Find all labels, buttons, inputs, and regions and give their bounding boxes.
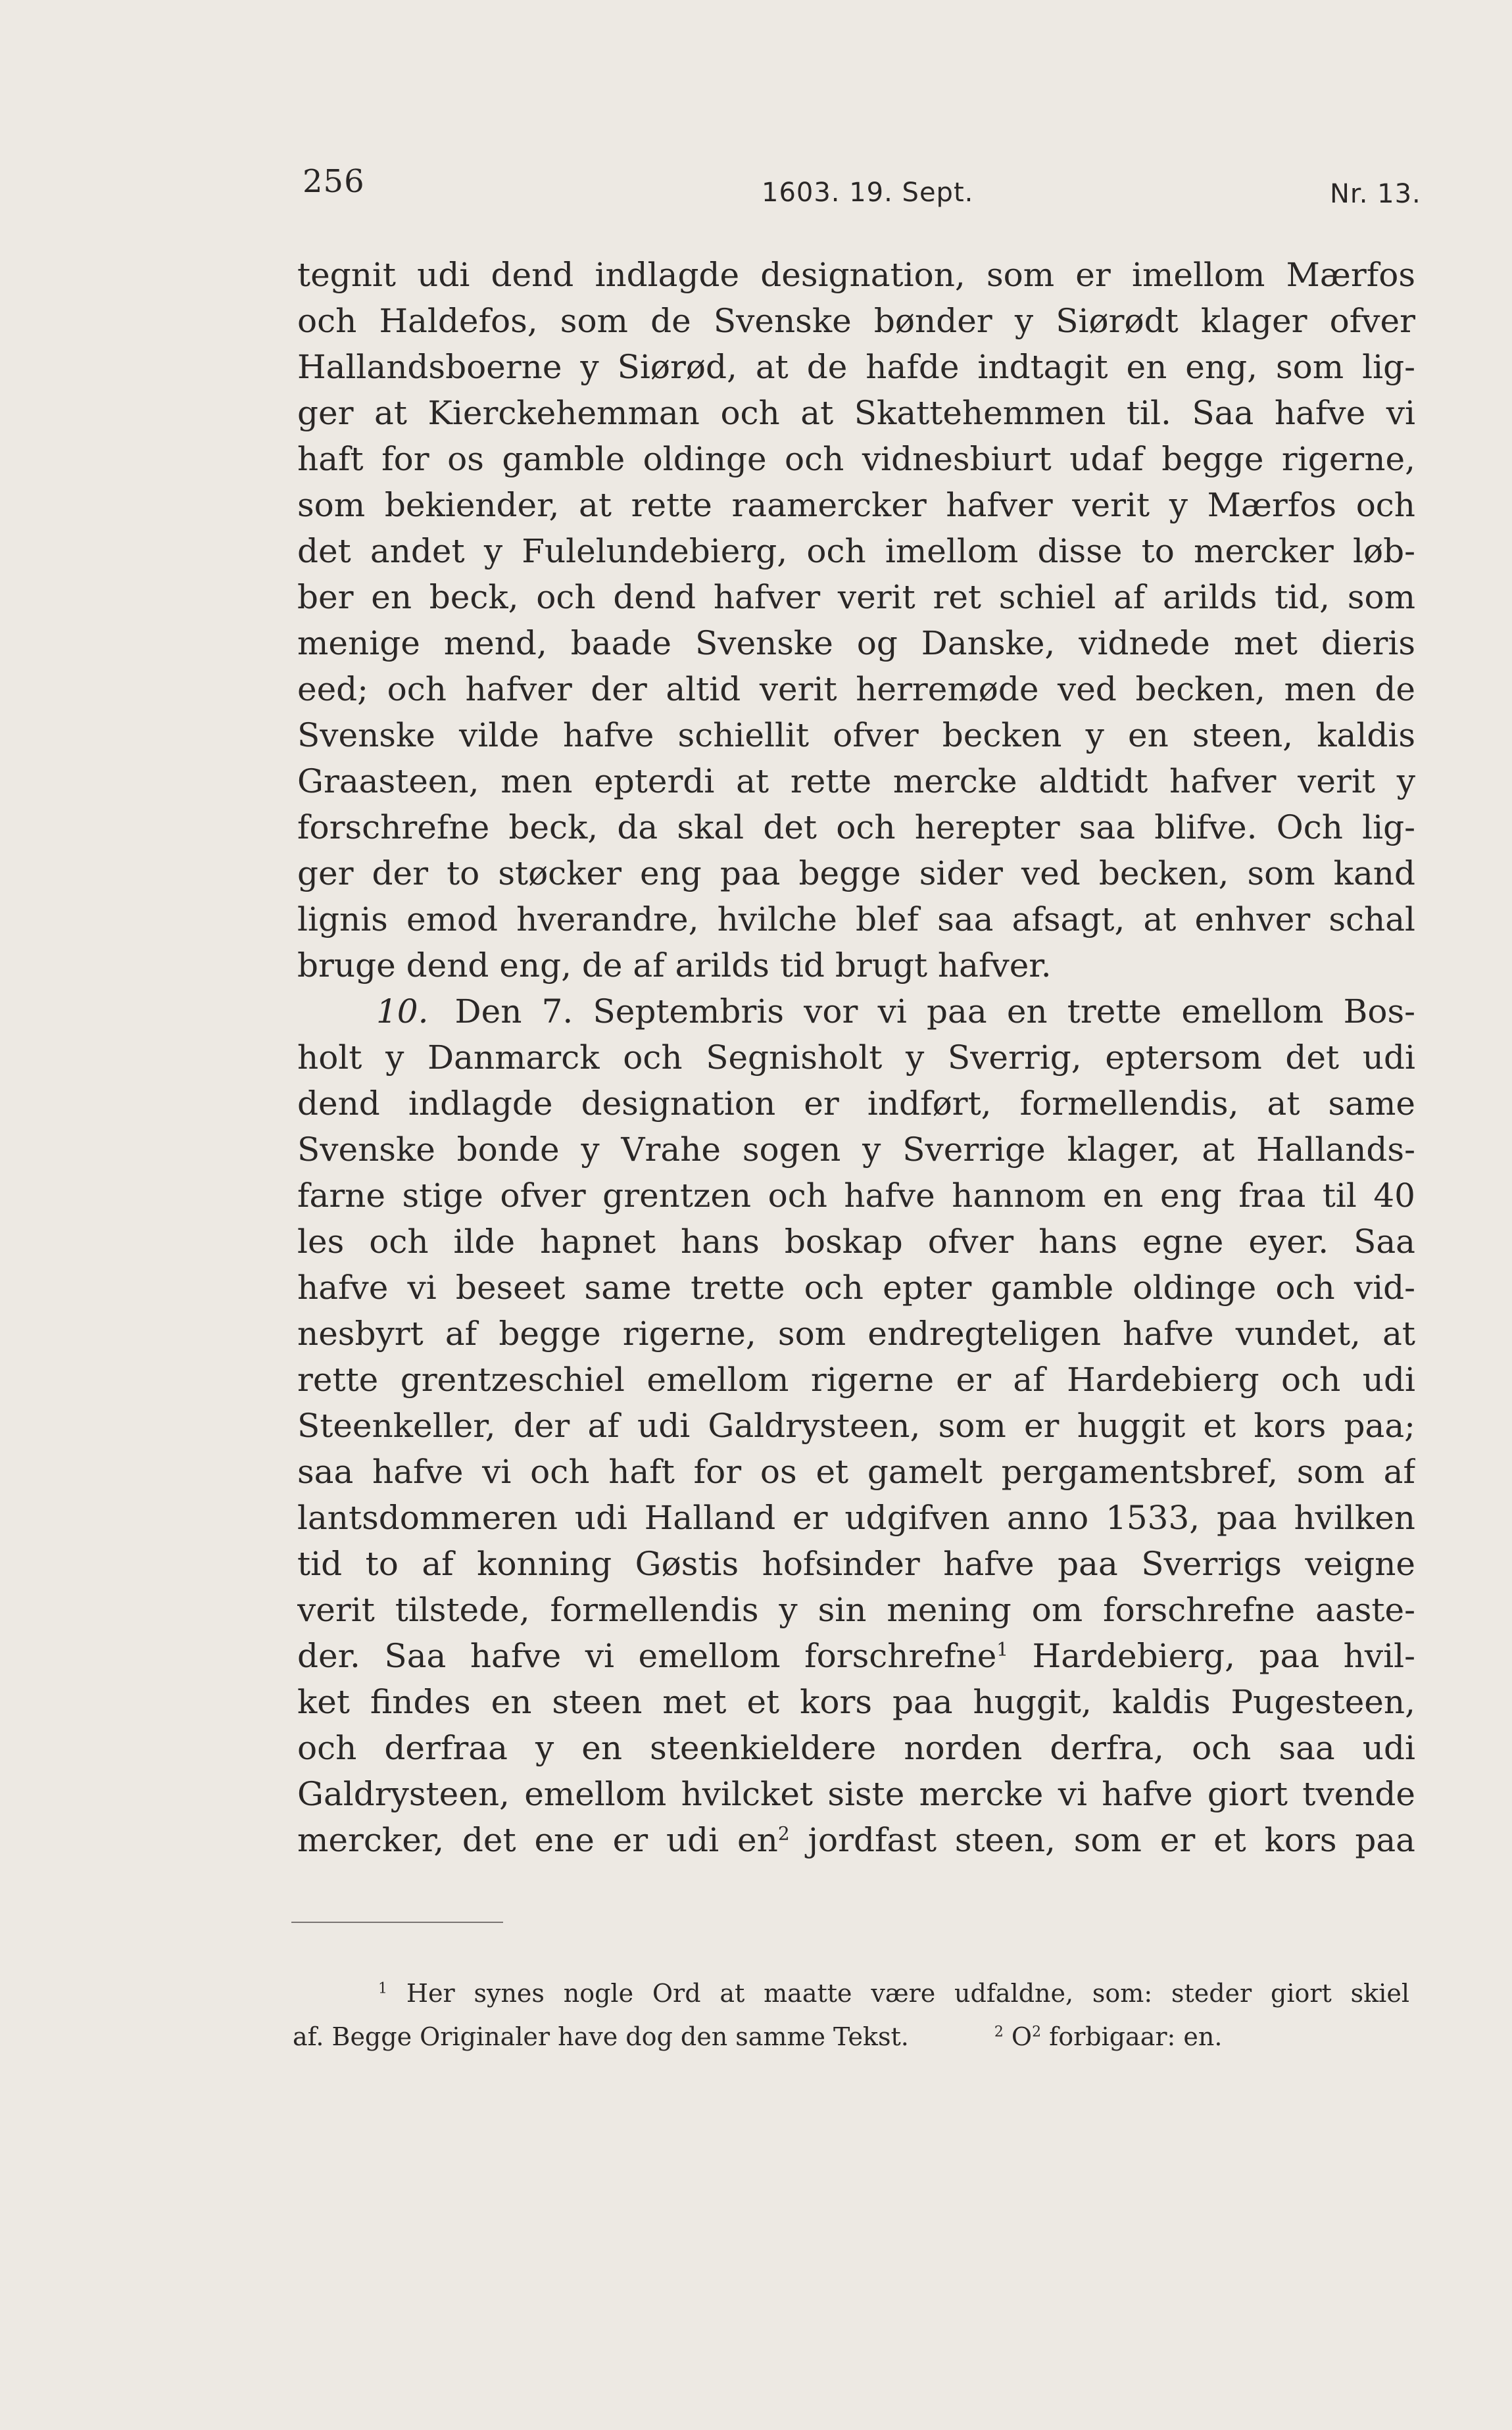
text-line: haft for os gamble oldinge och vidnesbiurt udaf begge rigerne, bbox=[297, 440, 1415, 478]
text-line: ger at Kierckehemman och at Skattehemmen til. Saa hafve vi bbox=[297, 394, 1415, 432]
text-line: och derfraa y en steenkieldere norden derfra, och saa udi bbox=[297, 1729, 1415, 1767]
text-line: rette grentzeschiel emellom rigerne er af Hardebierg och udi bbox=[297, 1361, 1415, 1399]
footnote-reference: 1 bbox=[996, 1638, 1009, 1661]
text-line: forschrefne beck, da skal det och herepter saa blifve. Och lig- bbox=[297, 808, 1415, 846]
text-line bbox=[297, 1817, 1415, 1863]
text-line-content: mercker, det ene er udi en bbox=[297, 1821, 778, 1859]
text-line: eed; och hafver der altid verit herremøde ved becken, men de bbox=[297, 670, 1415, 708]
text-line: och Haldefos, som de Svenske bønder y Siørødt klager ofver bbox=[297, 302, 1415, 340]
text-line: lignis emod hverandre, hvilche blef saa afsagt, at enhver schal bbox=[297, 900, 1415, 938]
text-line: les och ilde hapnet hans boskap ofver hans egne eyer. Saa bbox=[297, 1223, 1415, 1261]
text-line: bruge dend eng, de af arilds tid brugt hafver. bbox=[297, 946, 1052, 984]
text-line-content: Hardebierg, paa hvil- bbox=[1008, 1637, 1415, 1675]
text-line: verit tilstede, formellendis y sin mening om forschrefne aaste- bbox=[297, 1591, 1415, 1629]
footnotes bbox=[293, 1972, 1409, 2058]
text-line-content: der. Saa hafve vi emellom forschrefne bbox=[297, 1637, 997, 1675]
text-line: ket findes en steen met et kors paa huggit, kaldis Pugesteen, bbox=[297, 1683, 1415, 1721]
footnote-1 bbox=[293, 1972, 1409, 2015]
text-line-content: Den 7. Septembris vor vi paa en trette emellom Bos- bbox=[454, 992, 1415, 1031]
body-text bbox=[297, 252, 1415, 1863]
text-line: Graasteen, men epterdi at rette mercke aldtidt hafver verit y bbox=[297, 762, 1415, 800]
text-line bbox=[297, 988, 1415, 1034]
page-number: 256 bbox=[303, 163, 365, 200]
text-line: dend indlagde designation er indført, formellendis, at same bbox=[297, 1084, 1415, 1123]
text-line: saa hafve vi och haft for os et gamelt pergamentsbref, som af bbox=[297, 1453, 1415, 1491]
text-line: det andet y Fulelundebierg, och imellom disse to mercker løb- bbox=[297, 532, 1415, 570]
footnote-marker: 1 bbox=[378, 1980, 387, 1997]
footnote-text: O bbox=[1011, 2022, 1033, 2051]
text-line: hafve vi beseet same trette och epter gamble oldinge och vid- bbox=[297, 1269, 1415, 1307]
footnote-divider bbox=[291, 1922, 503, 1923]
text-line: Galdrysteen, emellom hvilcket siste mercke vi hafve giort tvende bbox=[297, 1775, 1415, 1813]
footnote-text: forbigaar: en. bbox=[1041, 2022, 1223, 2051]
text-line: Steenkeller, der af udi Galdrysteen, som er huggit et kors paa; bbox=[297, 1407, 1415, 1445]
text-line: menige mend, baade Svenske og Danske, vidnede met dieris bbox=[297, 624, 1415, 662]
paragraph-continued bbox=[297, 252, 1415, 988]
footnote-2 bbox=[994, 2022, 1223, 2051]
footnote-superscript: 2 bbox=[1032, 2024, 1042, 2041]
text-line: ber en beck, och dend hafver verit ret schiel af arilds tid, som bbox=[297, 578, 1415, 616]
text-line: tegnit udi dend indlagde designation, som er imellom Mærfos bbox=[297, 256, 1415, 294]
text-line: ger der to støcker eng paa begge sider ved becken, som kand bbox=[297, 854, 1415, 892]
text-line: nesbyrt af begge rigerne, som endregteligen hafve vundet, at bbox=[297, 1315, 1415, 1353]
footnote-reference: 2 bbox=[777, 1822, 790, 1845]
text-line: farne stige ofver grentzen och hafve hannom en eng fraa til 40 bbox=[297, 1177, 1415, 1215]
text-line: tid to af konning Gøstis hofsinder hafve paa Sverrigs veigne bbox=[297, 1545, 1415, 1583]
footnote-text: af. Begge Originaler have dog den samme Tekst. bbox=[293, 2022, 909, 2051]
text-line: som bekiender, at rette raamercker hafver verit y Mærfos och bbox=[297, 486, 1415, 524]
text-line bbox=[297, 1633, 1415, 1679]
footnote-line bbox=[293, 2015, 1409, 2058]
text-line: Svenske bonde y Vrahe sogen y Sverrige klager, at Hallands- bbox=[297, 1130, 1415, 1169]
text-line-content: jordfast steen, som er et kors paa bbox=[789, 1821, 1415, 1859]
footnote-text: Her synes nogle Ord at maatte være udfaldne, som: steder giort skiel bbox=[406, 1979, 1409, 2008]
footnote-marker: 2 bbox=[994, 2024, 1004, 2041]
text-line: lantsdommeren udi Halland er udgifven anno 1533, paa hvilken bbox=[297, 1499, 1415, 1537]
text-line: holt y Danmarck och Segnisholt y Sverrig, eptersom det udi bbox=[297, 1038, 1415, 1077]
running-header bbox=[0, 158, 1512, 217]
text-line: Svenske vilde hafve schiellit ofver becken y en steen, kaldis bbox=[297, 716, 1415, 754]
header-date: 1603. 19. Sept. bbox=[762, 178, 974, 208]
document-number: Nr. 13. bbox=[1330, 179, 1421, 209]
paragraph-10 bbox=[297, 988, 1415, 1863]
text-line: Hallandsboerne y Siørød, at de hafde indtagit en eng, som lig- bbox=[297, 348, 1415, 386]
paragraph-number: 10. bbox=[376, 992, 429, 1031]
